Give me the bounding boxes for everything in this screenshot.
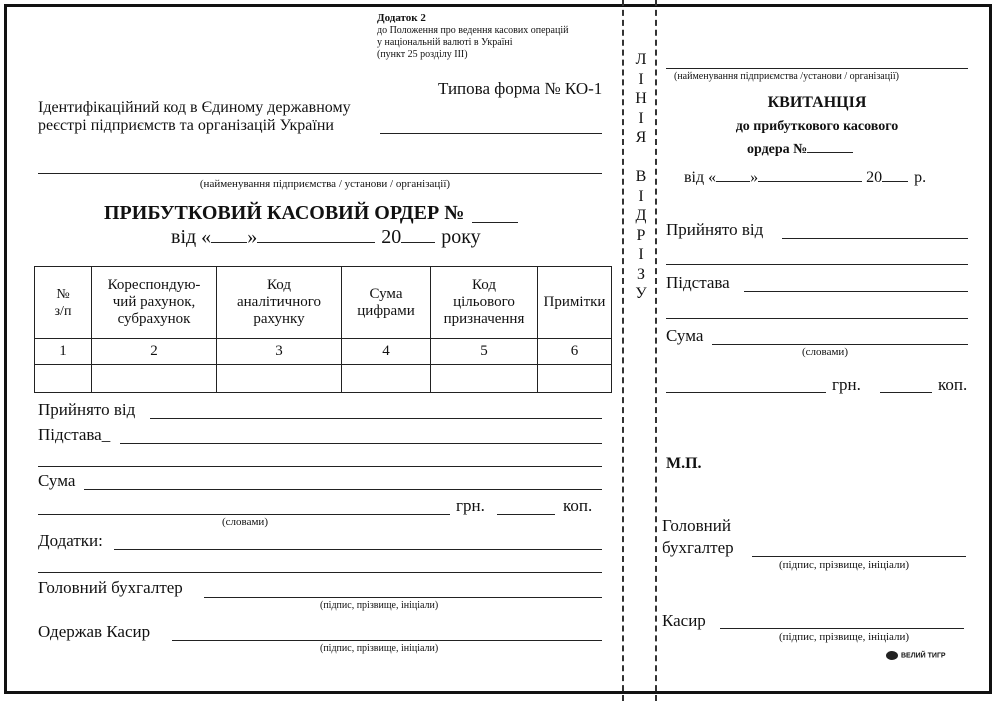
received-cashier-label: Одержав Касир [38,622,151,641]
cell-notes[interactable] [538,365,612,393]
table-row [35,365,612,393]
receipt-org-field[interactable] [666,68,968,69]
receipt-date-year-field[interactable] [882,181,908,182]
receipt-chief-signature-caption: (підпис, прізвище, ініціали) [779,559,910,571]
sum-field[interactable] [84,489,602,490]
receipt-order-no-label: ордера № [747,142,808,157]
date-year-field[interactable] [401,242,435,243]
cell-analytic-code[interactable] [217,365,342,393]
order-date-row [171,226,481,249]
receipt-title: КВИТАНЦІЯ [767,94,867,111]
publisher-logo [886,651,946,660]
appendix-line1: до Положення про ведення касових операцій [377,25,569,36]
header-notes: Примітки [538,267,612,339]
col-number-5: 5 [431,339,538,365]
receipt-date-prefix: від « [684,169,717,186]
date-prefix: від « [171,226,212,248]
receipt-kop-label: коп. [938,375,968,394]
basis-field[interactable] [120,443,602,444]
date-day-field[interactable] [211,242,247,243]
receipt-in-words-caption: (словами) [802,346,848,358]
receipt-kop-field[interactable] [880,392,932,393]
appendix-line3: (пункт 25 розділу III) [377,49,468,60]
header-number: № з/п [35,267,92,339]
receipt-date-row [684,169,926,187]
appendix-title: Додаток 2 [377,12,426,24]
chief-signature-caption: (підпис, прізвище, ініціали) [320,600,439,611]
sum-words-field[interactable] [38,514,450,515]
received-from-field[interactable] [150,418,602,419]
received-cashier-signature-field[interactable] [172,640,602,641]
receipt-sum-field[interactable] [712,344,968,345]
receipt-cashier-signature-field[interactable] [720,628,964,629]
receipt-received-from-field[interactable] [782,238,968,239]
header-purpose-code: Код цільового призначення [431,267,538,339]
id-code-field[interactable] [380,133,602,134]
cut-line-left [622,0,624,701]
hrn-label: грн. [456,496,485,515]
receipt-date-mid: » [750,169,759,186]
basis-field-2[interactable] [38,466,602,467]
attachments-field[interactable] [114,549,602,550]
receipt-cashier-label: Касир [662,611,706,630]
logo-text: ВЕЛИЙ ТИГР [901,652,946,660]
receipt-hrn-field[interactable] [666,392,826,393]
order-number-field[interactable] [472,222,518,223]
receipt-basis-label: Підстава [666,273,730,292]
receipt-date-suffix: р. [914,169,927,186]
cashier-signature-caption: (підпис, прізвище, ініціали) [320,643,439,654]
order-title: ПРИБУТКОВИЙ КАСОВИЙ ОРДЕР № [104,202,465,224]
table-header-row [35,267,612,339]
receipt-chief-line2: бухгалтер [662,538,734,557]
col-number-6: 6 [538,339,612,365]
receipt-basis-field-2[interactable] [666,318,968,319]
org-name-field[interactable] [38,173,602,174]
kop-field[interactable] [497,514,555,515]
id-code-line2: реєстрі підприємств та організацій України [38,117,334,134]
cut-line-right [655,0,657,701]
col-number-1: 1 [35,339,92,365]
receipt-chief-signature-field[interactable] [752,556,966,557]
cell-purpose-code[interactable] [431,365,538,393]
attachments-label: Додатки: [38,531,103,550]
receipt-date-year: 20 [866,169,883,186]
header-sum: Сума цифрами [342,267,431,339]
chief-accountant-label: Головний бухгалтер [38,578,183,597]
receipt-received-from-field-2[interactable] [666,264,968,265]
receipt-org-caption: (найменування підприємства /установи / організації) [674,71,899,82]
col-number-2: 2 [92,339,217,365]
header-analytic-code: Код аналітичного рахунку [217,267,342,339]
date-month-field[interactable] [257,242,375,243]
appendix-line2: у національній валюті в Україні [377,37,513,48]
date-year: 20 [381,226,402,248]
header-corr-account: Кореспондую- чий рахунок, субрахунок [92,267,217,339]
date-suffix: року [441,226,481,248]
receipt-subtitle: до прибуткового касового [735,119,899,134]
form-type: Типова форма № КО-1 [438,79,603,98]
receipt-hrn-label: грн. [832,375,861,394]
receipt-sum-label: Сума [666,326,704,345]
col-number-4: 4 [342,339,431,365]
id-code-line1: Ідентифікаційний код в Єдиному державному [38,99,351,116]
org-caption: (найменування підприємства / установи / організації) [199,178,451,190]
id-code-label [38,99,351,135]
date-mid: » [247,226,258,248]
received-from-label: Прийнято від [38,400,136,419]
col-number-3: 3 [217,339,342,365]
table-number-row [35,339,612,365]
receipt-date-month-field[interactable] [758,181,862,182]
receipt-basis-field[interactable] [744,291,968,292]
cut-line-label: Л І Н І Я В І Д Р І З У [635,51,647,302]
chief-accountant-signature-field[interactable] [204,597,602,598]
cell-sum[interactable] [342,365,431,393]
order-table [34,266,612,393]
receipt-received-from-label: Прийнято від [666,220,764,239]
cell-corr-account[interactable] [92,365,217,393]
receipt-order-no [747,142,853,158]
sum-label: Сума [38,471,76,490]
receipt-order-no-field[interactable] [807,152,853,153]
receipt-date-day-field[interactable] [716,181,750,182]
in-words-caption: (словами) [222,516,268,528]
cell-number[interactable] [35,365,92,393]
basis-label: Підстава_ [38,425,111,444]
attachments-field-2[interactable] [38,572,602,573]
stamp-label: М.П. [666,455,702,472]
kop-label: коп. [563,496,593,515]
receipt-cashier-signature-caption: (підпис, прізвище, ініціали) [779,631,910,643]
tiger-icon [886,651,898,660]
receipt-chief-line1: Головний [662,516,731,535]
receipt-chief-label [662,515,734,559]
